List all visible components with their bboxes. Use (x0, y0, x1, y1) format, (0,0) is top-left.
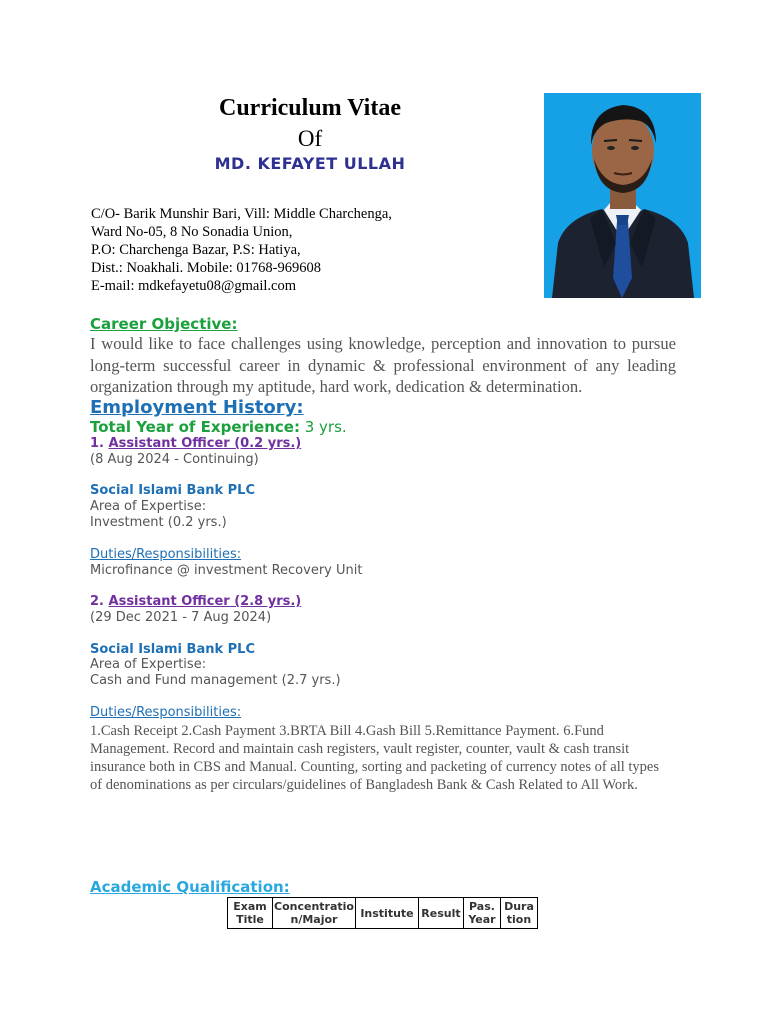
header-line: Year (468, 913, 496, 926)
duties-label[interactable]: Duties/Responsibilities: (90, 547, 242, 562)
expertise-value: Investment (0.2 yrs.) (90, 515, 227, 530)
expertise-label: Area of Expertise: (90, 657, 207, 672)
profile-photo (544, 93, 701, 298)
duties-label[interactable]: Duties/Responsibilities: (90, 705, 242, 720)
expertise-value: Cash and Fund management (2.7 yrs.) (90, 673, 341, 688)
header-line: Institute (360, 906, 414, 920)
job-period: (29 Dec 2021 - 7 Aug 2024) (90, 610, 272, 625)
duties-text: Microfinance @ investment Recovery Unit (90, 563, 363, 578)
address-line: Dist.: Noakhali. Mobile: 01768-969608 (91, 260, 321, 276)
duties-text: 1.Cash Receipt 2.Cash Payment 3.BRTA Bill 4.Gash Bill 5.Remittance Payment. 6.Fund Management. Record and maintain cash registers, vault register, counter, vault & cash transit insurance both in CBS and Manual. Counting, sorting and packeting of currency notes of all types of denominations as per circulars/guidelines of Bangladesh Bank & Cash Related to All Work. (90, 723, 660, 793)
header-line: tion (506, 913, 532, 926)
person-portrait-icon (544, 93, 701, 298)
address-line: C/O- Barik Munshir Bari, Vill: Middle Charchenga, (91, 206, 392, 222)
academic-qualification-heading: Academic Qualification: (90, 878, 290, 896)
email-line: E-mail: mdkefayetu08@gmail.com (91, 278, 297, 294)
header-line: Exam (233, 900, 267, 913)
table-header-cell (418, 898, 463, 929)
header-line: n/Major (290, 913, 338, 926)
header-line: Dura (504, 900, 534, 913)
job-title-link[interactable]: Assistant Officer (2.8 yrs.) (108, 594, 302, 609)
career-objective-text: I would like to face challenges using knowledge, perception and innovation to pursue long-term successful career in dynamic & professional environment of any leading organization through my aptitude, hard work, dedication & determination. (90, 334, 676, 396)
job-period: (8 Aug 2024 - Continuing) (90, 452, 259, 467)
career-objective-heading: Career Objective: (90, 315, 238, 333)
cv-of-text: Of (297, 126, 323, 151)
header-line: Pas. (469, 900, 495, 913)
academic-table (227, 897, 538, 929)
expertise-label: Area of Expertise: (90, 499, 207, 514)
address-line: Ward No-05, 8 No Sonadia Union, (91, 224, 293, 240)
job-title (90, 594, 301, 609)
table-header-row (228, 898, 538, 929)
cv-title: Curriculum Vitae (219, 95, 401, 121)
employment-history-heading: Employment History: (90, 397, 304, 418)
header-line: Result (421, 906, 461, 920)
table-header-cell (500, 898, 537, 929)
header-line: Concentratio (274, 900, 354, 913)
table-header-cell (273, 898, 356, 929)
job-organization: Social Islami Bank PLC (90, 642, 256, 657)
table-header-cell (355, 898, 418, 929)
job-number: 1. (90, 436, 104, 451)
total-experience-label: Total Year of Experience: (90, 418, 300, 436)
job-title (90, 436, 301, 451)
contact-address (91, 205, 392, 295)
total-experience-value: 3 yrs. (304, 418, 347, 436)
table-header-cell (228, 898, 273, 929)
address-line: P.O: Charchenga Bazar, P.S: Hatiya, (91, 242, 301, 258)
job-organization: Social Islami Bank PLC (90, 483, 256, 498)
total-experience (90, 418, 347, 436)
candidate-name: MD. KEFAYET ULLAH (214, 154, 406, 173)
table-header-cell (463, 898, 500, 929)
job-number: 2. (90, 594, 104, 609)
header-line: Title (236, 913, 264, 926)
job-title-link[interactable]: Assistant Officer (0.2 yrs.) (108, 436, 302, 451)
